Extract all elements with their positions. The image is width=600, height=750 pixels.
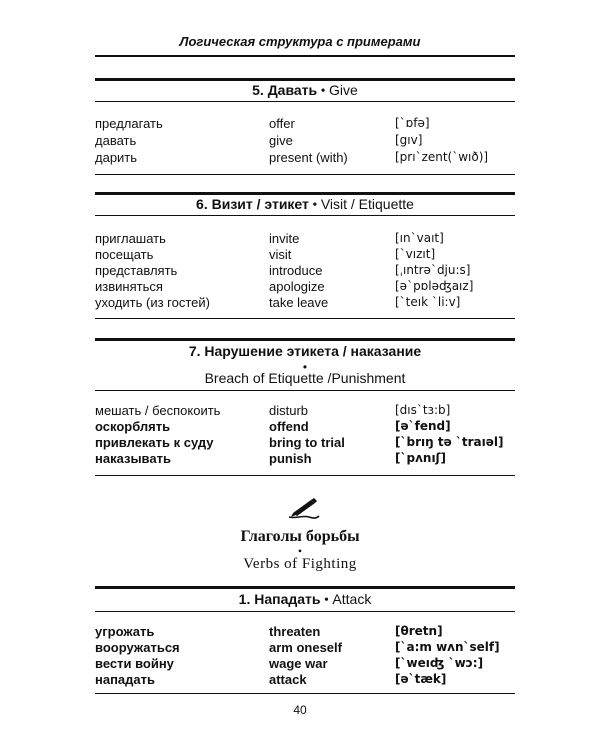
section-bottom-rule <box>95 318 515 319</box>
section-bottom-rule <box>95 174 515 175</box>
transcription: [`vızıt] <box>395 247 436 261</box>
word-ru: извиняться <box>95 279 163 294</box>
vocab-row <box>95 231 515 247</box>
word-ru: уходить (из гостей) <box>95 295 210 310</box>
word-en: punish <box>269 451 312 466</box>
section-title-rule <box>95 390 515 391</box>
section-top-rule <box>95 338 515 341</box>
transcription: [ə`pɒləʤaız] <box>395 279 474 293</box>
word-ru: вооружаться <box>95 640 180 655</box>
word-en: apologize <box>269 279 325 294</box>
transcription: [θretn] <box>395 624 443 638</box>
group-title-ru: Глаголы борьбы <box>240 528 360 545</box>
word-en: wage war <box>269 656 328 671</box>
word-ru: мешать / беспокоить <box>95 403 221 418</box>
vocab-row <box>95 247 515 263</box>
section-title-ru: 6. Визит / этикет <box>196 196 309 212</box>
vocab-row <box>95 624 515 640</box>
transcription: [ˌıntrə`dju:s] <box>395 263 471 277</box>
word-en: visit <box>269 247 292 262</box>
word-ru: предлагать <box>95 116 163 131</box>
word-en: invite <box>269 231 300 246</box>
vocab-row <box>95 435 515 451</box>
word-en: offer <box>269 116 295 131</box>
section-title-ru: 5. Давать <box>252 82 318 98</box>
page-number: 40 <box>293 703 307 717</box>
word-ru: дарить <box>95 150 138 165</box>
transcription: [dıs`tɜ:b] <box>395 403 451 417</box>
transcription: [`pʌnıʃ] <box>395 451 447 465</box>
transcription: [ə`tæk] <box>395 672 447 686</box>
word-ru: представлять <box>95 263 178 278</box>
word-ru: давать <box>95 133 137 148</box>
transcription: [prı`zent(`wıð)] <box>395 150 489 164</box>
bullet: • <box>324 593 329 608</box>
word-en: offend <box>269 419 309 434</box>
section-bottom-rule <box>95 475 515 476</box>
word-en: give <box>269 133 293 148</box>
section-title <box>95 82 515 100</box>
word-en: threaten <box>269 624 321 639</box>
section-title-rule <box>95 101 515 102</box>
pen-writing-icon <box>285 496 321 522</box>
vocab-row <box>95 150 515 166</box>
section-bottom-rule <box>95 693 515 694</box>
section-title-en: Breach of Etiquette /Punishment <box>204 370 406 386</box>
bullet: • <box>320 84 326 99</box>
vocab-row <box>95 116 515 132</box>
section-title-ru: 7. Нарушение этикета / наказание <box>188 343 422 359</box>
section-title-en: Visit / Etiquette <box>320 196 414 212</box>
vocab-row <box>95 279 515 295</box>
bullet: • <box>302 360 308 374</box>
transcription: [`brıŋ tə `traıəl] <box>395 435 504 449</box>
section-top-rule <box>95 78 515 81</box>
section-title-ru: 1. Нападать <box>238 591 321 607</box>
transcription: [`a:m wʌn`self] <box>395 640 500 654</box>
word-ru: наказывать <box>95 451 171 466</box>
vocab-row <box>95 263 515 279</box>
header-rule <box>95 55 515 57</box>
vocab-row <box>95 133 515 149</box>
word-ru: оскорблять <box>95 419 171 434</box>
section-top-rule <box>95 192 515 195</box>
bullet: • <box>312 198 318 213</box>
section-title-en: Attack <box>332 591 372 607</box>
transcription: [ə`fend] <box>395 419 451 433</box>
transcription: [`teık `li:v] <box>395 295 461 309</box>
section-top-rule <box>95 586 515 589</box>
vocab-row <box>95 656 515 672</box>
word-ru: нападать <box>95 672 156 687</box>
section-title <box>95 591 515 609</box>
group-title-en: Verbs of Fighting <box>243 556 357 572</box>
transcription: [ın`vaıt] <box>395 231 444 245</box>
transcription: [`weıʤ `wɔ:] <box>395 656 484 670</box>
section-title-rule <box>95 215 515 216</box>
section-title <box>95 196 515 214</box>
word-en: disturb <box>269 403 309 418</box>
transcription: [gıv] <box>395 133 423 147</box>
running-header: Логическая структура с примерами <box>179 34 421 49</box>
vocab-row <box>95 640 515 656</box>
bullet: • <box>297 544 303 558</box>
vocab-row <box>95 403 515 419</box>
section-title-rule <box>95 611 515 612</box>
word-ru: вести войну <box>95 656 174 671</box>
section-title-en: Give <box>329 82 358 98</box>
word-ru: приглашать <box>95 231 166 246</box>
transcription: [`ɒfə] <box>395 116 430 130</box>
word-en: introduce <box>269 263 323 278</box>
word-en: bring to trial <box>269 435 345 450</box>
word-ru: посещать <box>95 247 154 262</box>
vocab-row <box>95 419 515 435</box>
vocab-row <box>95 672 515 688</box>
word-en: take leave <box>269 295 329 310</box>
vocab-row <box>95 295 515 311</box>
word-ru: угрожать <box>95 624 155 639</box>
word-en: arm oneself <box>269 640 342 655</box>
word-en: attack <box>269 672 307 687</box>
word-en: present (with) <box>269 150 348 165</box>
word-ru: привлекать к суду <box>95 435 214 450</box>
vocab-row <box>95 451 515 467</box>
section-title <box>95 343 515 361</box>
